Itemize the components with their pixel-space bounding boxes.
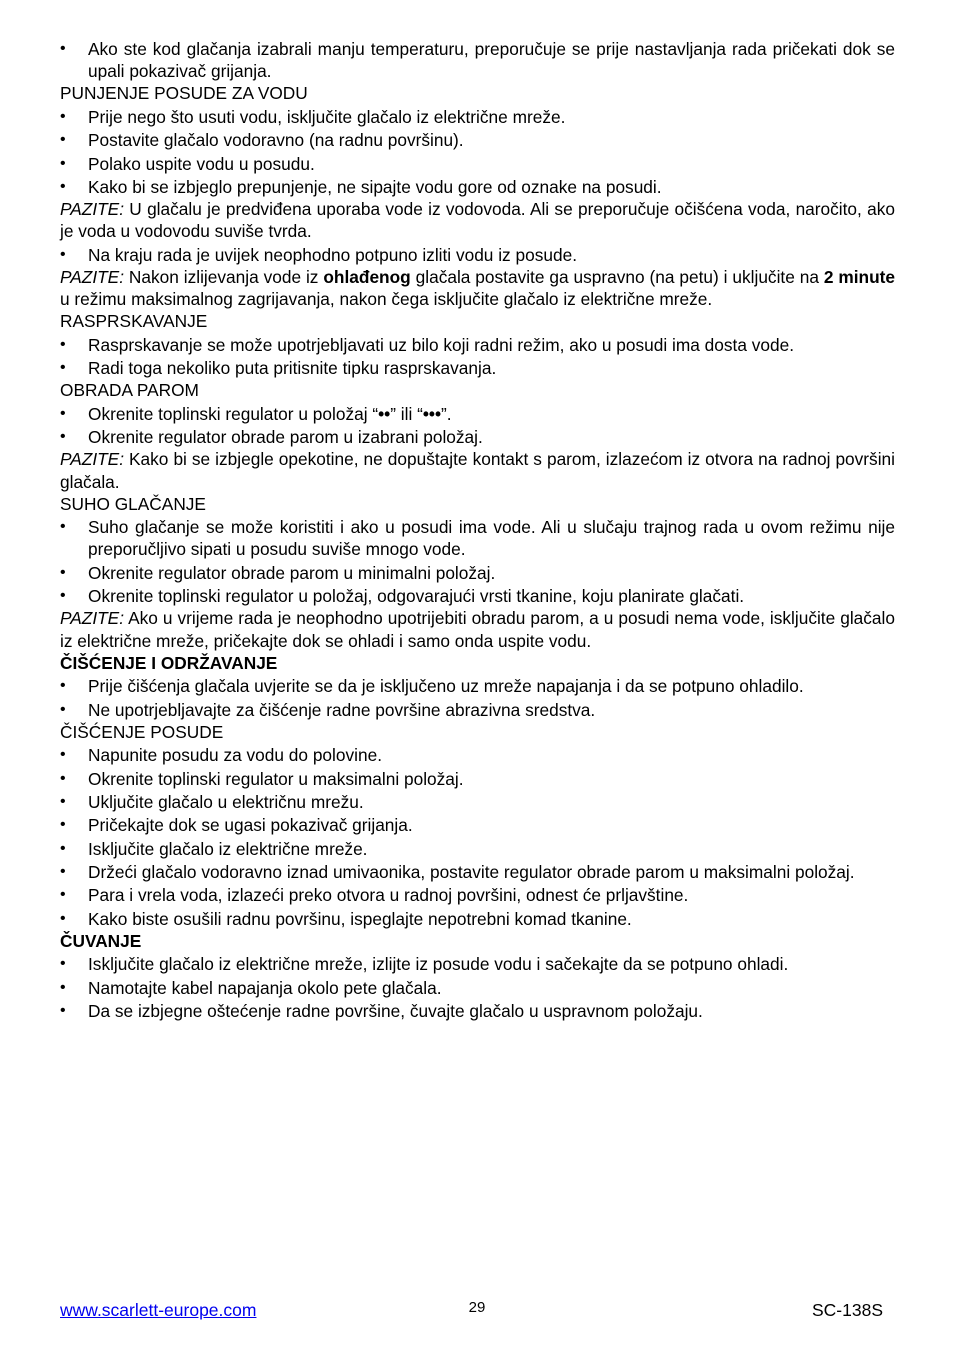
list-item: • Okrenite toplinski regulator u položaj, odgovarajući vrsti tkanine, koju planirate glačati.: [60, 585, 895, 607]
list-item: • Ako ste kod glačanja izabrali manju temperaturu, preporučuje se prije nastavljanja rada pričekati dok se upali pokazivač grijanja.: [60, 38, 895, 82]
section-heading-cleaning: ČIŠĆENJE I ODRŽAVANJE: [60, 652, 278, 673]
list-item: • Prije čišćenja glačala uvjerite se da je isključeno uz mreže napajanja i da se potpuno ohladilo.: [60, 675, 895, 697]
note-label: PAZITE:: [60, 449, 125, 470]
list-item: • Rasprskavanje se može upotrjebljavati uz bilo koji radni režim, ako u posudi ima dosta vode.: [60, 334, 895, 356]
list-item: • Postavite glačalo vodoravno (na radnu površinu).: [60, 129, 895, 151]
list-item: • Okrenite regulator obrade parom u izabrani položaj.: [60, 426, 895, 448]
list-item: • Da se izbjegne oštećenje radne površine, čuvajte glačalo u uspravnom položaju.: [60, 1000, 895, 1022]
section-heading-steam: OBRADA PAROM: [60, 380, 199, 401]
list-item: • Na kraju rada je uvijek neophodno potpuno izliti vodu iz posude.: [60, 244, 895, 266]
page-number: 29: [468, 1299, 486, 1316]
list-item: • Kako bi se izbjeglo prepunjenje, ne sipajte vodu gore od oznake na posudi.: [60, 176, 895, 198]
list-item: • Ne upotrjebljavajte za čišćenje radne površine abrazivna sredstva.: [60, 699, 895, 721]
section-heading-dry: SUHO GLAČANJE: [60, 493, 206, 514]
list-item: • Para i vrela voda, izlazeći preko otvora u radnoj površini, odnest će prljavštine.: [60, 884, 895, 906]
note-label: PAZITE:: [60, 199, 125, 220]
list-item: • Isključite glačalo iz električne mreže, izlijte iz posude vodu i sačekajte da se potpuno ohladi.: [60, 953, 895, 975]
manual-page-content: [60, 38, 895, 1022]
section-heading-tank-cleaning: ČIŠĆENJE POSUDE: [60, 721, 224, 742]
note-paragraph: PAZITE: Kako bi se izbjegle opekotine, ne dopuštajte kontakt s parom, izlazećom iz otvora na radnoj površini glačala.: [60, 449, 895, 492]
list-item: • Radi toga nekoliko puta pritisnite tipku rasprskavanja.: [60, 357, 895, 379]
list-item: • Okrenite toplinski regulator u maksimalni položaj.: [60, 768, 895, 790]
list-item: • Polako uspite vodu u posudu.: [60, 153, 895, 175]
section-heading-storage: ČUVANJE: [60, 931, 142, 952]
website-link[interactable]: www.scarlett-europe.com: [60, 1300, 257, 1320]
list-item: • Namotajte kabel napajanja okolo pete glačala.: [60, 977, 895, 999]
note-paragraph: PAZITE: U glačalu je predviđena uporaba vode iz vodovoda. Ali se preporučuje očišćena voda, naročito, ako je voda u vodovodu suviše tvrda.: [60, 199, 895, 242]
list-item: • Pričekajte dok se ugasi pokazivač grijanja.: [60, 814, 895, 836]
list-item: • Napunite posudu za vodu do polovine.: [60, 744, 895, 766]
note-label: PAZITE:: [60, 266, 125, 287]
list-item: • Prije nego što usuti vodu, isključite glačalo iz električne mreže.: [60, 106, 895, 128]
list-item: • Uključite glačalo u električnu mrežu.: [60, 791, 895, 813]
list-item: • Kako biste osušili radnu površinu, ispeglajte nepotrebni komad tkanine.: [60, 908, 895, 930]
note-label: PAZITE:: [60, 608, 125, 629]
list-item: • Isključite glačalo iz električne mreže.: [60, 838, 895, 860]
list-item: • Držeći glačalo vodoravno iznad umivaonika, postavite regulator obrade parom u maksimalni položaj.: [60, 861, 895, 883]
list-item: • Okrenite regulator obrade parom u minimalni položaj.: [60, 562, 895, 584]
section-heading-spray: RASPRSKAVANJE: [60, 311, 208, 332]
list-item: • Okrenite toplinski regulator u položaj “••” ili “•••”.: [60, 403, 895, 425]
note-paragraph: PAZITE: Ako u vrijeme rada je neophodno upotrijebiti obradu parom, a u posudi nema vode, isključite glačalo iz električne mreže, pričekajte dok se ohladi i samo onda uspite vodu.: [60, 608, 895, 651]
note-paragraph: PAZITE: Nakon izlijevanja vode iz ohlađenog glačala postavite ga uspravno (na petu) i uključite na 2 minute u režimu maksimalnog zagrijavanja, nakon čega isključite glačalo iz električne mreže.: [60, 266, 895, 310]
section-heading-filling: PUNJENJE POSUDE ZA VODU: [60, 83, 308, 104]
model-number: SC-138S: [811, 1300, 883, 1320]
list-item: • Suho glačanje se može koristiti i ako u posudi ima vode. Ali u slučaju trajnog rada u ovom režimu nije preporučljivo sipati u posudu suviše mnogo vode.: [60, 516, 895, 560]
